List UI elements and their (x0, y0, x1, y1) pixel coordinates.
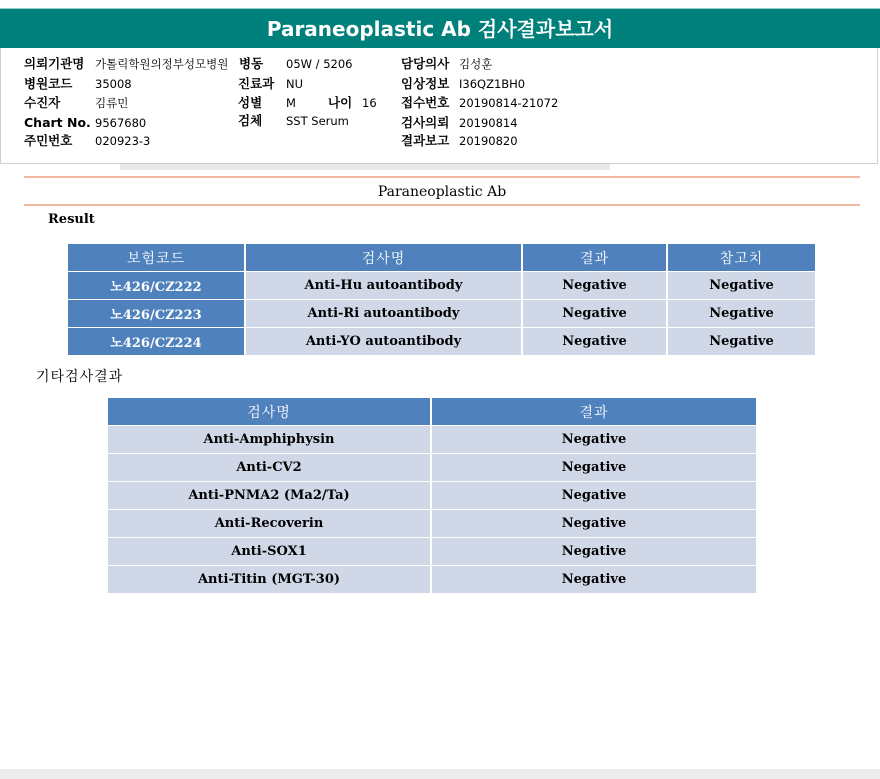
table-row (68, 272, 815, 300)
col-insurance-code: 보험코드 (68, 244, 246, 272)
report-date-value: 20190820 (459, 134, 518, 148)
other-tests-label: 기타검사결과 (36, 369, 124, 385)
hospital-code-value: 35008 (95, 77, 132, 91)
id-number-value: 020923-3 (95, 134, 151, 148)
test-name-cell: Anti-Ri autoantibody (246, 300, 523, 328)
test-name-cell: Anti-Recoverin (108, 510, 432, 538)
institution-label: 의뢰기관명 (24, 56, 85, 71)
result-label: Result (48, 212, 95, 227)
request-date-label: 검사의뢰 (401, 115, 450, 130)
col-test-name: 검사명 (246, 244, 523, 272)
result-table-header (68, 244, 815, 272)
table-row (108, 538, 756, 566)
col-test-name: 검사명 (108, 398, 432, 426)
sex-value: M (286, 96, 296, 110)
clinical-info-label: 임상정보 (401, 76, 450, 91)
test-name-cell: Anti-Titin (MGT-30) (108, 566, 432, 594)
reference-cell: Negative (668, 272, 815, 300)
report-date-label: 결과보고 (401, 133, 450, 148)
examinee-label: 수진자 (24, 95, 61, 110)
test-name-cell: Anti-Hu autoantibody (246, 272, 523, 300)
id-number-label: 주민번호 (24, 133, 73, 148)
test-name-cell: Anti-SOX1 (108, 538, 432, 566)
test-name-cell: Anti-PNMA2 (Ma2/Ta) (108, 482, 432, 510)
test-name-cell: Anti-YO autoantibody (246, 328, 523, 356)
doctor-value: 김성훈 (459, 57, 493, 71)
age-label: 나이 (328, 95, 353, 110)
examinee-value: 김류민 (95, 96, 129, 110)
reference-cell: Negative (668, 328, 815, 356)
chart-no-value: 9567680 (95, 116, 147, 130)
hospital-code-label: 병원코드 (24, 76, 73, 91)
department-value: NU (286, 77, 304, 91)
result-cell: Negative (432, 426, 756, 454)
other-tests-table (108, 398, 756, 594)
other-table-header (108, 398, 756, 426)
table-row (108, 510, 756, 538)
result-cell: Negative (432, 566, 756, 594)
department-label: 진료과 (238, 76, 275, 91)
result-cell: Negative (523, 272, 668, 300)
insurance-code-cell: 노426/CZ222 (68, 272, 246, 300)
result-cell: Negative (432, 454, 756, 482)
table-row (68, 300, 815, 328)
specimen-label: 검체 (238, 113, 263, 128)
institution-value: 가톨릭학원의정부성모병원 (95, 57, 229, 71)
clinical-info-value: I36QZ1BH0 (459, 77, 526, 91)
ward-value: 05W / 5206 (286, 57, 353, 71)
result-table (68, 244, 815, 356)
test-name-cell: Anti-Amphiphysin (108, 426, 432, 454)
sex-label: 성별 (238, 95, 263, 110)
receipt-number-label: 접수번호 (401, 95, 450, 110)
result-cell: Negative (432, 482, 756, 510)
result-cell: Negative (523, 300, 668, 328)
reference-cell: Negative (668, 300, 815, 328)
age-value: 16 (362, 96, 377, 110)
result-cell: Negative (432, 538, 756, 566)
table-row (68, 328, 815, 356)
insurance-code-cell: 노426/CZ223 (68, 300, 246, 328)
test-name-cell: Anti-CV2 (108, 454, 432, 482)
request-date-value: 20190814 (459, 116, 518, 130)
insurance-code-cell: 노426/CZ224 (68, 328, 246, 356)
col-result: 결과 (523, 244, 668, 272)
report-title: Paraneoplastic Ab 검사결과보고서 (0, 8, 880, 48)
receipt-number-value: 20190814-21072 (459, 96, 559, 110)
table-row (108, 566, 756, 594)
section-title: Paraneoplastic Ab (24, 176, 860, 206)
result-cell: Negative (523, 328, 668, 356)
specimen-value: SST Serum (286, 114, 349, 128)
col-reference: 참고치 (668, 244, 815, 272)
ward-label: 병동 (239, 56, 264, 71)
table-row (108, 482, 756, 510)
table-row (108, 426, 756, 454)
table-row (108, 454, 756, 482)
patient-info-panel (0, 48, 878, 164)
col-result: 결과 (432, 398, 756, 426)
result-cell: Negative (432, 510, 756, 538)
header-divider (120, 164, 610, 170)
chart-no-label: Chart No. (24, 115, 91, 130)
page-bottom-edge (0, 769, 880, 779)
doctor-label: 담당의사 (401, 56, 450, 71)
